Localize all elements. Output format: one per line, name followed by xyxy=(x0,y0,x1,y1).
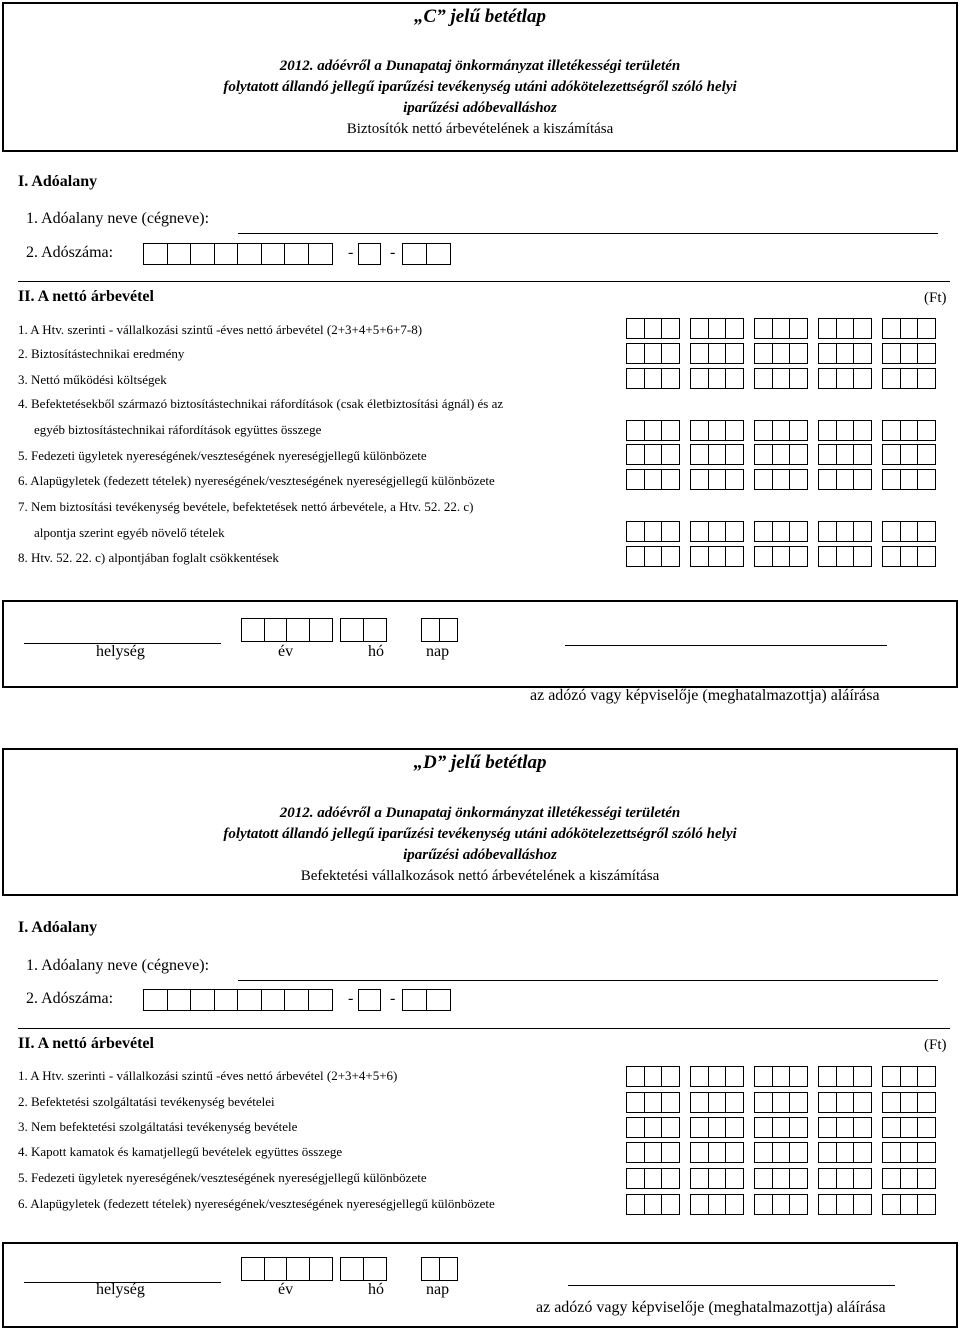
c-tax-dash-1: - xyxy=(348,244,354,261)
c-title: „C” jelű betétlap xyxy=(414,6,546,27)
d-date-year[interactable] xyxy=(241,1257,333,1281)
c-tax-id-vat[interactable] xyxy=(358,243,381,265)
d-amount-grid-3[interactable] xyxy=(626,1117,936,1138)
d-header-line-2: folytatott állandó jellegű iparűzési tevékenység utáni adókötelezettségről szóló helyi xyxy=(223,826,737,842)
d-row-5: 5. Fedezeti ügyletek nyereségének/veszteségének nyereségjellegű különbözete xyxy=(18,1170,427,1185)
c-row-6: 6. Alapügyletek (fedezett tételek) nyereségének/veszteségének nyereségjellegű különbözete xyxy=(18,473,495,488)
d-row-2: 2. Befektetési szolgáltatási tevékenység bevételei xyxy=(18,1094,275,1109)
c-row-2: 2. Biztosítástechnikai eredmény xyxy=(18,346,185,361)
c-amount-grid-7[interactable] xyxy=(626,521,936,542)
c-day-caption: nap xyxy=(426,643,450,660)
d-tax-label: 2. Adószáma: xyxy=(26,990,114,1007)
d-divider xyxy=(18,1028,950,1029)
d-date-month[interactable] xyxy=(340,1257,387,1281)
c-amount-grid-5[interactable] xyxy=(626,444,936,465)
d-title: „D” jelű betétlap xyxy=(413,752,547,773)
c-header-line-2: folytatott állandó jellegű iparűzési tevékenység utáni adókötelezettségről szóló helyi xyxy=(223,79,737,95)
d-signature-caption: az adózó vagy képviselője (meghatalmazottja) aláírása xyxy=(536,1299,886,1316)
d-header-line-1: 2012. adóévről a Dunapataj önkormányzat illetékességi területén xyxy=(279,805,681,821)
c-amount-grid-4[interactable] xyxy=(626,420,936,441)
d-tax-dash-2: - xyxy=(390,990,396,1007)
c-row-4b: egyéb biztosítástechnikai ráfordítások együttes összege xyxy=(34,422,322,437)
c-sign-box xyxy=(2,600,958,688)
d-row-1: 1. A Htv. szerinti - vállalkozási szintű -éves nettó árbevétel (2+3+4+5+6) xyxy=(18,1068,398,1083)
d-date-day[interactable] xyxy=(421,1257,458,1281)
c-place-caption: helység xyxy=(96,643,145,660)
c-amount-grid-1[interactable] xyxy=(626,318,936,339)
c-row-5: 5. Fedezeti ügyletek nyereségének/veszteségének nyereségjellegű különbözete xyxy=(18,448,427,463)
c-name-label: 1. Adóalany neve (cégneve): xyxy=(26,210,210,227)
c-unit-label: (Ft) xyxy=(924,290,947,306)
c-section-adoalany: I. Adóalany xyxy=(18,173,98,190)
c-tax-id-main[interactable] xyxy=(143,243,333,265)
d-amount-grid-2[interactable] xyxy=(626,1092,936,1113)
c-row-3: 3. Nettó működési költségek xyxy=(18,372,167,387)
c-row-7a: 7. Nem biztosítási tevékenység bevétele, befektetések nettó árbevétele, a Htv. 52. 22. c) xyxy=(18,499,474,514)
c-row-4a: 4. Befektetésekből származó biztosítástechnikai ráfordítások (csak életbiztosítási ágnál) és az xyxy=(18,396,504,411)
c-row-8: 8. Htv. 52. 22. c) alpontjában foglalt csökkentések xyxy=(18,550,279,565)
d-amount-grid-6[interactable] xyxy=(626,1194,936,1215)
d-name-field[interactable] xyxy=(238,980,938,981)
c-row-1: 1. A Htv. szerinti - vállalkozási szintű -éves nettó árbevétel (2+3+4+5+6+7-8) xyxy=(18,322,423,337)
c-header-line-4: Biztosítók nettó árbevételének a kiszámítása xyxy=(346,121,614,137)
c-signature-caption: az adózó vagy képviselője (meghatalmazottja) aláírása xyxy=(530,687,880,704)
c-date-day[interactable] xyxy=(421,618,458,642)
d-row-4: 4. Kapott kamatok és kamatjellegű bevételek együttes összege xyxy=(18,1144,343,1159)
c-year-caption: év xyxy=(278,643,294,660)
c-month-caption: hó xyxy=(368,643,384,660)
d-tax-id-vat[interactable] xyxy=(358,989,381,1011)
d-amount-grid-1[interactable] xyxy=(626,1066,936,1087)
d-unit-label: (Ft) xyxy=(924,1037,947,1053)
d-row-6: 6. Alapügyletek (fedezett tételek) nyereségének/veszteségének nyereségjellegű különbözete xyxy=(18,1196,495,1211)
c-amount-grid-3[interactable] xyxy=(626,368,936,389)
d-amount-grid-5[interactable] xyxy=(626,1168,936,1189)
c-date-month[interactable] xyxy=(340,618,387,642)
d-year-caption: év xyxy=(278,1281,294,1298)
c-header-line-1: 2012. adóévről a Dunapataj önkormányzat illetékességi területén xyxy=(279,58,681,74)
d-header-line-4: Befektetési vállalkozások nettó árbevételének a kiszámítása xyxy=(300,868,660,884)
d-section-netto: II. A nettó árbevétel xyxy=(18,1035,154,1052)
c-date-year[interactable] xyxy=(241,618,333,642)
d-name-label: 1. Adóalany neve (cégneve): xyxy=(26,957,210,974)
d-tax-dash-1: - xyxy=(348,990,354,1007)
c-tax-id-county[interactable] xyxy=(402,243,451,265)
d-month-caption: hó xyxy=(368,1281,384,1298)
c-header-line-3: iparűzési adóbevalláshoz xyxy=(403,100,557,116)
c-tax-dash-2: - xyxy=(390,244,396,261)
c-tax-label: 2. Adószáma: xyxy=(26,244,114,261)
d-header-line-3: iparűzési adóbevalláshoz xyxy=(403,847,557,863)
c-amount-grid-6[interactable] xyxy=(626,469,936,490)
c-divider xyxy=(18,281,950,282)
c-name-field[interactable] xyxy=(238,233,938,234)
d-tax-id-main[interactable] xyxy=(143,989,333,1011)
c-signature-line[interactable] xyxy=(565,645,887,646)
d-tax-id-county[interactable] xyxy=(402,989,451,1011)
d-day-caption: nap xyxy=(426,1281,450,1298)
d-section-adoalany: I. Adóalany xyxy=(18,919,98,936)
d-row-3: 3. Nem befektetési szolgáltatási tevékenység bevétele xyxy=(18,1119,298,1134)
c-row-7b: alpontja szerint egyéb növelő tételek xyxy=(34,525,225,540)
c-section-netto: II. A nettó árbevétel xyxy=(18,288,154,305)
d-place-caption: helység xyxy=(96,1281,145,1298)
c-amount-grid-2[interactable] xyxy=(626,343,936,364)
c-amount-grid-8[interactable] xyxy=(626,546,936,567)
d-signature-line[interactable] xyxy=(568,1285,895,1286)
d-amount-grid-4[interactable] xyxy=(626,1142,936,1163)
